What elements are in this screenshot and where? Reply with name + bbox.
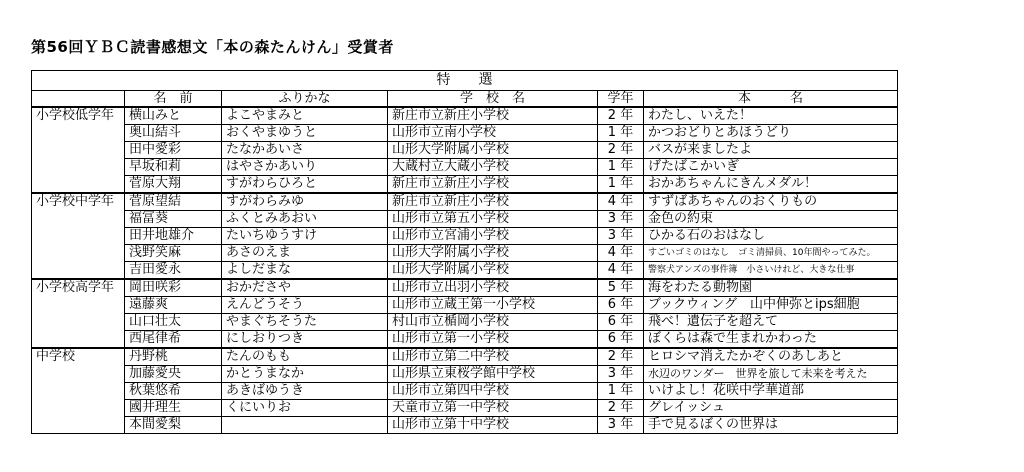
kana-cell: よしだまな (222, 262, 388, 280)
category-cell: 小学校中学年 (32, 193, 125, 279)
book-cell: 飛べ！遺伝子を超えて (644, 314, 898, 331)
table-row (32, 142, 898, 159)
name-cell: 本間愛梨 (125, 417, 222, 434)
awards-table (31, 70, 898, 434)
grade-cell: 4 年 (598, 245, 644, 262)
grade-cell: 2 年 (598, 348, 644, 366)
name-cell: 山口壮太 (125, 314, 222, 331)
kana-cell: やまぐちそうた (222, 314, 388, 331)
name-cell: 菅原大翔 (125, 176, 222, 194)
kana-cell: すがわらひろと (222, 176, 388, 194)
name-cell: 早坂和莉 (125, 159, 222, 176)
kana-cell: かとうまなか (222, 366, 388, 383)
table-row (32, 228, 898, 245)
book-cell: ヒロシマ消えたかぞくのあしあと (644, 348, 898, 366)
grade-cell: 2 年 (598, 400, 644, 417)
kana-cell: たなかあいさ (222, 142, 388, 159)
school-cell: 新庄市立新庄小学校 (388, 193, 598, 211)
kana-cell: にしおりつき (222, 331, 388, 349)
book-cell: ひかる石のおはなし (644, 228, 898, 245)
school-cell: 山形市立第二中学校 (388, 348, 598, 366)
name-cell: 菅原望結 (125, 193, 222, 211)
kana-cell: ふくとみあおい (222, 211, 388, 228)
table-row (32, 211, 898, 228)
name-cell: 田中愛彩 (125, 142, 222, 159)
table-row (32, 331, 898, 349)
category-cell: 小学校低学年 (32, 107, 125, 193)
name-cell: 國井理生 (125, 400, 222, 417)
school-cell: 村山市立楯岡小学校 (388, 314, 598, 331)
book-cell: 海をわたる動物園 (644, 279, 898, 297)
kana-cell: おかださや (222, 279, 388, 297)
grade-cell: 4 年 (598, 262, 644, 280)
kana-cell: はやさかあいり (222, 159, 388, 176)
header-kana: ふりかな (222, 91, 388, 108)
table-row (32, 417, 898, 434)
name-cell: 丹野桃 (125, 348, 222, 366)
school-cell: 新庄市立新庄小学校 (388, 107, 598, 125)
kana-cell: すがわらみゆ (222, 193, 388, 211)
school-cell: 新庄市立新庄小学校 (388, 176, 598, 194)
header-name: 名 前 (125, 91, 222, 108)
name-cell: 浅野笑麻 (125, 245, 222, 262)
kana-cell (222, 417, 388, 434)
book-cell: ぼくらは森で生まれかわった (644, 331, 898, 349)
name-cell: 田井地雄介 (125, 228, 222, 245)
grade-cell: 1 年 (598, 176, 644, 194)
table-row (32, 314, 898, 331)
school-cell: 大蔵村立大蔵小学校 (388, 159, 598, 176)
table-row (32, 262, 898, 280)
grade-cell: 6 年 (598, 314, 644, 331)
table-row (32, 107, 898, 125)
grade-cell: 3 年 (598, 417, 644, 434)
book-cell: ブックウィング 山中伸弥とips細胞 (644, 297, 898, 314)
category-cell: 中学校 (32, 348, 125, 434)
table-row (32, 193, 898, 211)
book-cell: かつおどりとあほうどり (644, 125, 898, 142)
school-cell: 山形市立宮浦小学校 (388, 228, 598, 245)
grade-cell: 2 年 (598, 142, 644, 159)
header-book: 本 名 (644, 91, 898, 108)
name-cell: 横山みと (125, 107, 222, 125)
book-cell: すずばあちゃんのおくりもの (644, 193, 898, 211)
table-row (32, 297, 898, 314)
grade-cell: 6 年 (598, 297, 644, 314)
kana-cell: たんのもも (222, 348, 388, 366)
school-cell: 山形大学附属小学校 (388, 262, 598, 280)
book-cell: 警察犬アンズの事件簿 小さいけれど、大きな仕事 (644, 262, 898, 280)
kana-cell: あさのえま (222, 245, 388, 262)
category-cell: 小学校高学年 (32, 279, 125, 348)
school-cell: 山形市立第十中学校 (388, 417, 598, 434)
school-cell: 山形大学附属小学校 (388, 142, 598, 159)
book-cell: いけよし！花咲中学華道部 (644, 383, 898, 400)
kana-cell: たいちゆうすけ (222, 228, 388, 245)
book-cell: おかあちゃんにきんメダル！ (644, 176, 898, 194)
grade-cell: 4 年 (598, 193, 644, 211)
kana-cell: よこやまみと (222, 107, 388, 125)
name-cell: 遠藤爽 (125, 297, 222, 314)
kana-cell: えんどうそう (222, 297, 388, 314)
table-row (32, 366, 898, 383)
school-cell: 山形県立東桜学館中学校 (388, 366, 598, 383)
school-cell: 山形市立蔵王第一小学校 (388, 297, 598, 314)
award-heading: 特 選 (32, 71, 898, 91)
table-row (32, 348, 898, 366)
table-row (32, 159, 898, 176)
table-row (32, 176, 898, 194)
grade-cell: 3 年 (598, 228, 644, 245)
grade-cell: 1 年 (598, 159, 644, 176)
grade-cell: 1 年 (598, 383, 644, 400)
name-cell: 岡田咲彩 (125, 279, 222, 297)
grade-cell: 3 年 (598, 211, 644, 228)
table-row (32, 400, 898, 417)
name-cell: 福冨葵 (125, 211, 222, 228)
book-cell: グレイッシュ (644, 400, 898, 417)
book-cell: バスが来ましたよ (644, 142, 898, 159)
table-row (32, 279, 898, 297)
school-cell: 山形市立第五小学校 (388, 211, 598, 228)
header-school: 学 校 名 (388, 91, 598, 108)
book-cell: 水辺のワンダー 世界を旅して未来を考えた (644, 366, 898, 383)
book-cell: 手で見るぼくの世界は (644, 417, 898, 434)
grade-cell: 6 年 (598, 331, 644, 349)
grade-cell: 1 年 (598, 125, 644, 142)
book-cell: わたし、いえた！ (644, 107, 898, 125)
school-cell: 天童市立第一中学校 (388, 400, 598, 417)
school-cell: 山形大学附属小学校 (388, 245, 598, 262)
table-row (32, 125, 898, 142)
header-category (32, 91, 125, 108)
grade-cell: 2 年 (598, 107, 644, 125)
kana-cell: あきばゆうき (222, 383, 388, 400)
table-row (32, 383, 898, 400)
page-title: 第56回ＹＢＣ読書感想文「本の森たんけん」受賞者 (31, 38, 394, 56)
kana-cell: おくやまゆうと (222, 125, 388, 142)
name-cell: 吉田愛永 (125, 262, 222, 280)
book-cell: げたばこかいぎ (644, 159, 898, 176)
table-row (32, 245, 898, 262)
grade-cell: 5 年 (598, 279, 644, 297)
school-cell: 山形市立第一小学校 (388, 331, 598, 349)
book-cell: 金色の約束 (644, 211, 898, 228)
name-cell: 秋葉悠希 (125, 383, 222, 400)
name-cell: 西尾律希 (125, 331, 222, 349)
name-cell: 加藤愛央 (125, 366, 222, 383)
school-cell: 山形市立出羽小学校 (388, 279, 598, 297)
book-cell: すごいゴミのはなし ゴミ清掃員、10年間やってみた。 (644, 245, 898, 262)
school-cell: 山形市立南小学校 (388, 125, 598, 142)
grade-cell: 3 年 (598, 366, 644, 383)
kana-cell: くにいりお (222, 400, 388, 417)
name-cell: 奥山結斗 (125, 125, 222, 142)
school-cell: 山形市立第四中学校 (388, 383, 598, 400)
header-grade: 学年 (598, 91, 644, 108)
